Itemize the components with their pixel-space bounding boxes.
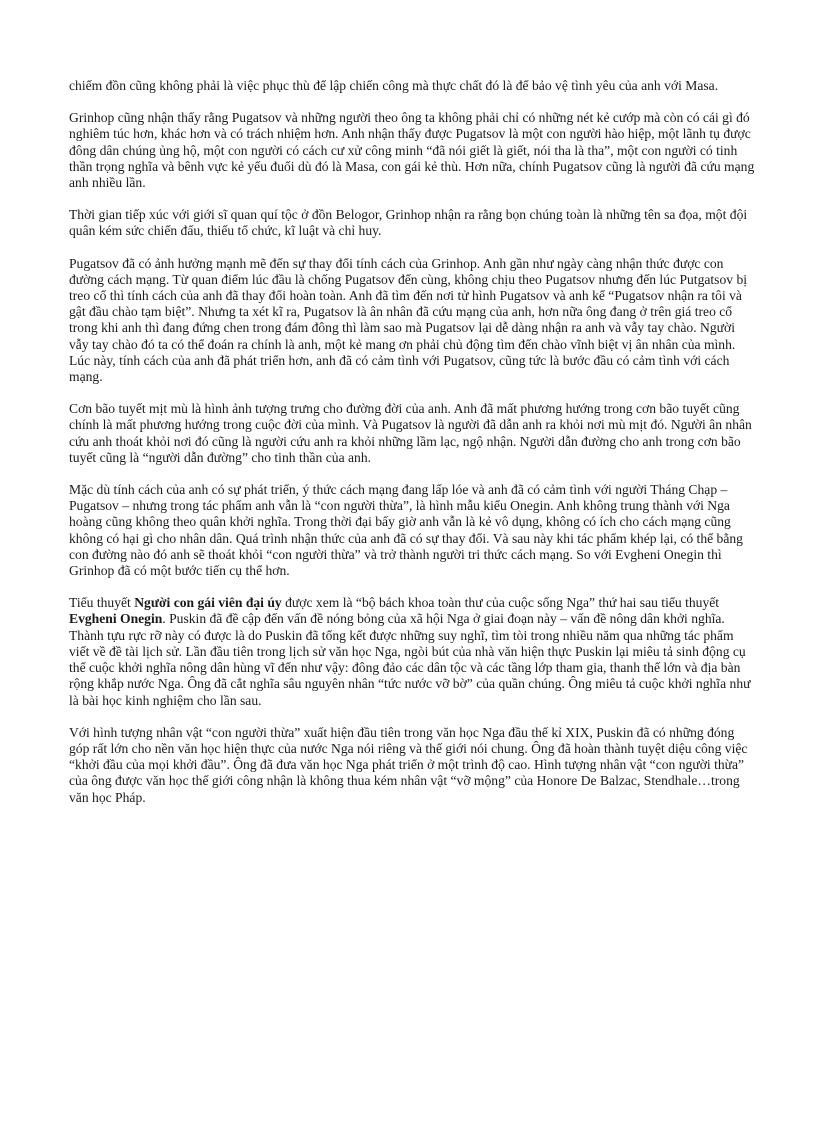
- paragraph-5: [69, 401, 757, 466]
- paragraph-text: . Puskin đã đề cập đến vấn đề nóng bỏng của xã hội Nga ở giai đoạn này – vấn đề nông dân khởi nghĩa. Thành tựu rực rỡ này có được là do Puskin đã tổng kết được những suy nghĩ, tìm tòi trong nhiều năm qua những tác phẩm viết về đề tài lịch sử. Lần đầu tiên trong lịch sử văn học Nga, ngòi bút của nhà văn hiện thực Puskin lại miêu tả sinh động cụ thể cuộc khởi nghĩa nông dân hùng vĩ đến như vậy: đông đảo các dân tộc và các tầng lớp tham gia, thanh thế lớn và địa bàn rộng khắp nước Nga. Ông đã cắt nghĩa sâu nguyên nhân “tức nước vỡ bờ” của quần chúng. Ông miêu tả cuộc khởi nghĩa như là bài học kinh nghiệm cho lần sau.: [69, 611, 751, 708]
- paragraph-6: [69, 482, 757, 579]
- paragraph-text: Cơn bão tuyết mịt mù là hình ảnh tượng trưng cho đường đời của anh. Anh đã mất phương hướng trong cơn bão tuyết cũng chính là mất phương hướng trong cuộc đời của mình. Và Pugatsov là người đã dẫn anh ra khỏi nơi mù mịt đó. Người ân nhân cứu anh thoát khỏi nơi đó cũng là người cứu anh ra khỏi những lầm lạc, ngộ nhận. Người dẫn đường cho anh trong cơn bão tuyết cũng là “người dẫn đường” cho tinh thần của anh.: [69, 401, 752, 465]
- document-page: [69, 78, 757, 822]
- paragraph-text: Tiểu thuyết: [69, 595, 135, 611]
- paragraph-text: được xem là “bộ bách khoa toàn thư của cuộc sống Nga” thứ hai sau tiểu thuyết: [281, 595, 720, 611]
- bold-title-evgheni-onegin: Evgheni Onegin: [69, 611, 163, 627]
- paragraph-text: chiếm đồn cũng không phải là việc phục thù để lập chiến công mà thực chất đó là để bảo vệ tình yêu của anh với Masa.: [69, 78, 719, 93]
- paragraph-4: [69, 256, 757, 386]
- paragraph-text: Pugatsov đã có ảnh hưởng mạnh mẽ đến sự thay đổi tính cách của Grinhop. Anh gần như ngày càng nhận thức được con đường cách mạng. Từ quan điểm lúc đầu là chống Pugatsov đến cùng, không chịu theo Pugatsov nhưng đến lúc Putgatsov bị treo cổ thì tính cách của anh đã thay đổi hoàn toàn. Anh đã tìm đến nơi tử hình Pugatsov và anh kể “Pugatsov nhận ra tôi và gật đầu chào tạm biệt”. Nhưng ta xét kĩ ra, Pugatsov là ân nhân đã cứu mạng của anh, hơn nữa ông đang ở trên giá treo cổ trong khi anh thì đang đứng chen trong đám đông thì làm sao mà Pugatsov lại dễ dàng nhận ra anh và vẫy tay chào. Người vẫy tay chào đó ta có thể đoán ra chính là anh, một kẻ mang ơn phải chủ động tìm đến chào vĩnh biệt vị ân nhân của mình. Lúc này, tính cách của anh đã phát triển hơn, anh đã có cảm tình với Pugatsov, cũng tức là bước đầu có cảm tình với cách mạng.: [69, 255, 748, 385]
- paragraph-text: Với hình tượng nhân vật “con người thừa” xuất hiện đầu tiên trong văn học Nga đầu thế kỉ XIX, Puskin đã có những đóng góp rất lớn cho nền văn học hiện thực của nước Nga nói riêng và thế giới nói chung. Ông đã hoàn thành tuyệt diệu công việc “khởi đầu của mọi khởi đầu”. Ông đã đưa văn học Nga phát triển ở một trình độ cao. Hình tượng nhân vật “con người thừa” của ông được văn học thế giới công nhận là không thua kém nhân vật “vỡ mộng” của Honore De Balzac, Stendhale…trong văn học Pháp.: [69, 724, 748, 805]
- paragraph-text: Grinhop cũng nhận thấy rằng Pugatsov và những người theo ông ta không phải chỉ có những nét kẻ cướp mà còn có cái gì đó nghiêm túc hơn, khác hơn và có trách nhiệm hơn. Anh nhận thấy được Pugatsov là một con người hào hiệp, một lãnh tụ được đông dân chúng ủng hộ, một con người có cách cư xử công minh “đã nói giết là giết, nói tha là tha”, một con người có tinh thần trọng nghĩa và bênh vực kẻ yếu đuối dù đó là Masa, con gái kẻ thù. Hơn nữa, chính Pugatsov cũng là người đã cứu mạng anh nhiều lần.: [69, 110, 755, 191]
- paragraph-7: [69, 595, 757, 708]
- paragraph-8: [69, 725, 757, 806]
- bold-title-nguoi-con-gai-vien-dai-uy: Người con gái viên đại úy: [134, 595, 282, 611]
- paragraph-text: Mặc dù tính cách của anh có sự phát triển, ý thức cách mạng đang lấp lóe và anh đã có cảm tình với người Tháng Chạp – Pugatsov – nhưng trong tác phẩm anh vẫn là “con người thừa”, là hình mẫu kiểu Onegin. Anh không trung thành với Nga hoàng cũng không theo quân khởi nghĩa. Trong thời đại bấy giờ anh vẫn là kẻ vô dụng, không có ích cho cách mạng cũng không có hại gì cho nhân dân. Quá trình nhận thức của anh đã có sự thay đổi. Và sau này khi tác phẩm khép lại, có thể bằng con đường nào đó anh sẽ thoát khỏi “con người thừa” và trở thành người tri thức cách mạng. So với Evgheni Onegin thì Grinhop đã có một bước tiến cụ thể hơn.: [69, 482, 743, 579]
- paragraph-1: [69, 78, 757, 94]
- paragraph-3: [69, 207, 757, 239]
- paragraph-text: Thời gian tiếp xúc với giới sĩ quan quí tộc ở đồn Belogor, Grinhop nhận ra rằng bọn chúng toàn là những tên sa đọa, một đội quân kém sức chiến đấu, thiếu tổ chức, kĩ luật và chỉ huy.: [69, 207, 748, 239]
- paragraph-2: [69, 110, 757, 191]
